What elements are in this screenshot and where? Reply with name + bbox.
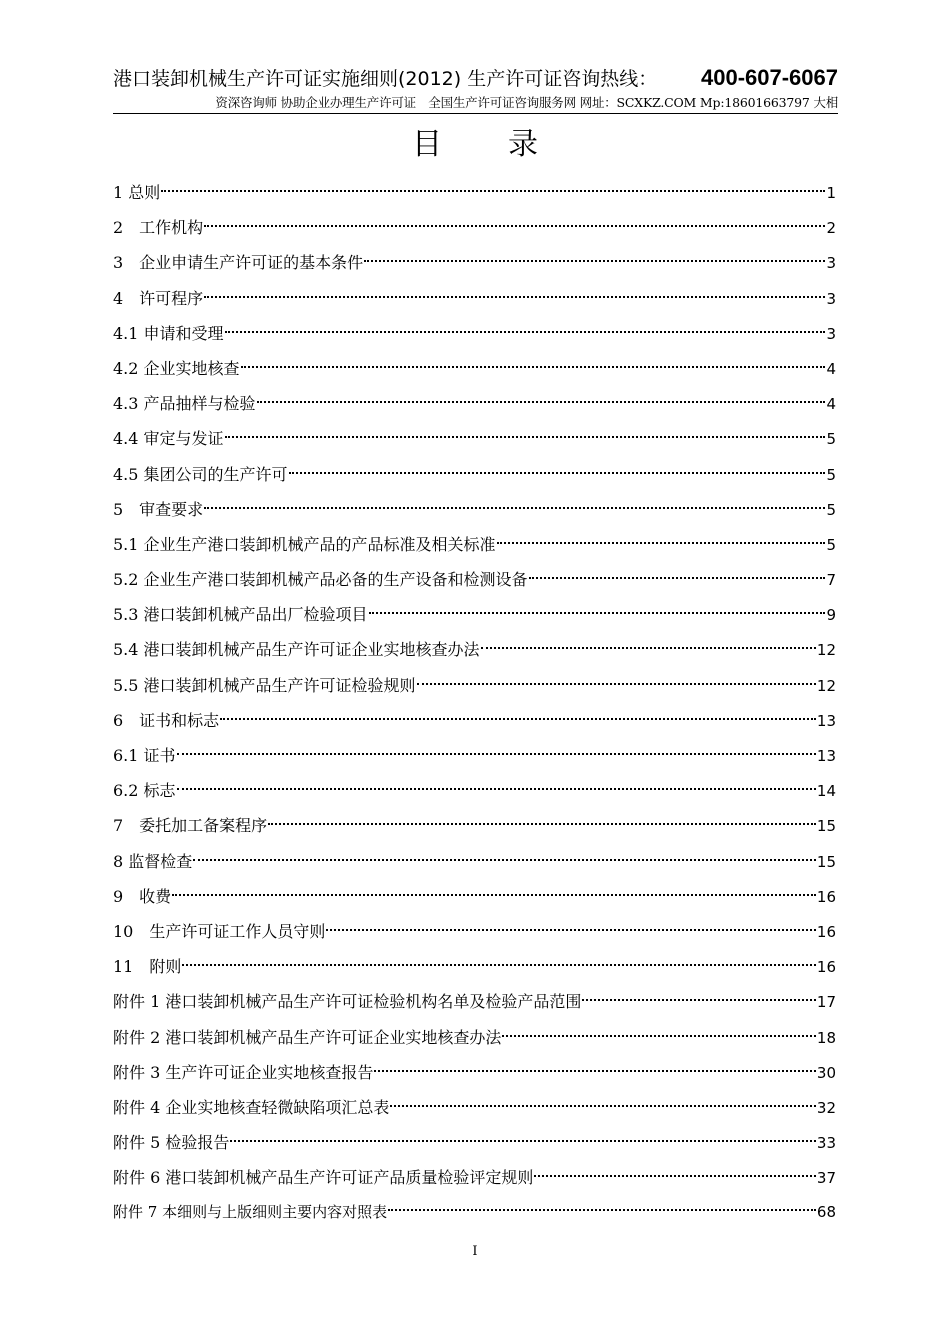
toc-entry-label: 附件 3 生产许可证企业实地核查报告 [113,1062,374,1082]
toc-dot-leader [241,366,826,368]
toc-dot-leader [177,788,816,790]
toc-entry-page: 32 [816,1098,836,1117]
toc-entry-label: 8 监督检查 [113,851,193,871]
toc-dot-leader [161,190,825,192]
toc-dot-leader [529,577,826,579]
toc-entry-label: 5.3 港口装卸机械产品出厂检验项目 [113,605,368,625]
toc-entry[interactable] [113,1195,836,1230]
toc-heading-right: 录 [508,127,538,162]
toc-entry[interactable] [113,879,836,914]
toc-entry-label: 3 企业申请生产许可证的基本条件 [113,253,364,273]
toc-entry-label: 附件 2 港口装卸机械产品生产许可证企业实地核查办法 [113,1027,502,1047]
toc-entry[interactable] [113,1020,836,1055]
toc-entry-label: 7 委托加工备案程序 [113,816,268,836]
toc-entry-label: 6 证书和标志 [113,710,220,730]
toc-entry-label: 5.1 企业生产港口装卸机械产品的产品标准及相关标准 [113,534,496,554]
toc-entry-page: 5 [826,430,836,449]
toc-entry-page: 68 [816,1203,836,1222]
toc-entry-label: 6.2 标志 [113,781,176,801]
toc-dot-leader [326,929,816,931]
toc-entry-page: 7 [826,571,836,590]
toc-entry[interactable] [113,492,836,527]
toc-entry-page: 30 [816,1063,836,1082]
toc-entry[interactable] [113,245,836,280]
toc-dot-leader [364,260,825,262]
toc-dot-leader [204,225,825,227]
toc-entry[interactable] [113,844,836,879]
toc-entry-page: 3 [826,254,836,273]
toc-entry-label: 5.4 港口装卸机械产品生产许可证企业实地核查办法 [113,640,480,660]
toc-entry[interactable] [113,773,836,808]
toc-entry-label: 2 工作机构 [113,218,204,238]
toc-entry-page: 12 [816,641,836,660]
toc-entry-label: 5.5 港口装卸机械产品生产许可证检验规则 [113,675,416,695]
toc-entry-label: 4.5 集团公司的生产许可 [113,464,288,484]
toc-entry-label: 4.4 审定与发证 [113,429,224,449]
toc-entry[interactable] [113,1055,836,1090]
toc-entry-label: 附件 4 企业实地核查轻微缺陷项汇总表 [113,1097,390,1117]
toc-entry-label: 1 总则 [113,183,161,202]
toc-dot-leader [225,436,826,438]
toc-entry-page: 4 [826,395,836,414]
header-subline: 资深咨询师 协助企业办理生产许可证 全国生产许可证咨询服务网 网址：SCXKZ.COM Mp:18601663797 大相 [215,95,838,110]
toc-entry[interactable] [113,668,836,703]
toc-entry[interactable] [113,949,836,984]
toc-dot-leader [369,612,826,614]
toc-entry-page: 12 [816,676,836,695]
toc-entry-page: 15 [816,817,836,836]
toc-heading-left: 目 [412,127,442,162]
toc-entry-page: 37 [816,1169,836,1188]
toc-entry[interactable] [113,351,836,386]
toc-heading [0,127,950,163]
toc-entry[interactable] [113,984,836,1019]
toc-dot-leader [502,1035,816,1037]
toc-entry[interactable] [113,281,836,316]
toc-entry-page: 5 [826,465,836,484]
toc-entry-page: 13 [816,747,836,765]
page-number: I [472,1244,478,1259]
toc-entry[interactable] [113,1160,836,1195]
toc-dot-leader [230,1140,816,1142]
toc-dot-leader [193,859,816,861]
toc-dot-leader [204,296,825,298]
toc-entry-label: 5.2 企业生产港口装卸机械产品必备的生产设备和检测设备 [113,570,528,590]
toc-entry-label: 11 附则 [113,957,182,977]
toc-entry-label: 5 审查要求 [113,499,204,519]
toc-entry[interactable] [113,808,836,843]
toc-entry-label: 附件 1 港口装卸机械产品生产许可证检验机构名单及检验产品范围 [113,992,582,1012]
toc-entry[interactable] [113,738,836,773]
toc-entry[interactable] [113,632,836,667]
toc-entry[interactable] [113,527,836,562]
toc-entry-label: 4 许可程序 [113,288,204,308]
toc-dot-leader [204,507,825,509]
toc-entry-page: 16 [816,887,836,906]
toc-dot-leader [390,1105,816,1107]
toc-entry-page: 14 [816,782,836,801]
toc-dot-leader [417,683,816,685]
toc-entry-page: 3 [826,289,836,308]
header-rule [113,113,838,114]
toc-dot-leader [481,647,816,649]
toc-entry[interactable] [113,562,836,597]
toc-entry-label: 10 生产许可证工作人员守则 [113,921,326,941]
toc-entry[interactable] [113,914,836,949]
toc-entry-page: 16 [816,958,836,977]
toc-entry[interactable] [113,421,836,456]
toc-entry[interactable] [113,175,836,210]
toc-entry-label: 4.3 产品抽样与检验 [113,394,256,414]
toc-entry[interactable] [113,1125,836,1160]
toc-entry-label: 附件 7 本细则与上版细则主要内容对照表 [113,1203,388,1222]
toc-dot-leader [268,823,816,825]
page-header [113,66,838,114]
toc-dot-leader [374,1070,816,1072]
toc-dot-leader [388,1209,816,1211]
toc-entry-page: 5 [826,500,836,519]
toc-dot-leader [257,401,826,403]
document-title: 港口装卸机械生产许可证实施细则(2012) 生产许可证咨询热线： [113,68,658,90]
toc-entry[interactable] [113,210,836,245]
toc-entry-page: 1 [826,184,836,202]
toc-entry-page: 3 [826,324,836,343]
toc-entry[interactable] [113,316,836,351]
toc-entry[interactable] [113,597,836,632]
toc-dot-leader [172,894,816,896]
toc-entry-page: 18 [816,1028,836,1047]
toc-entry-page: 4 [826,359,836,378]
toc-dot-leader [225,331,826,333]
toc-entry[interactable] [113,703,836,738]
toc-entry-page: 2 [826,219,836,238]
toc-entry-label: 附件 5 检验报告 [113,1133,230,1153]
toc-entry-page: 17 [816,993,836,1012]
toc-entry-page: 33 [816,1134,836,1153]
toc-entry-page: 13 [816,711,836,730]
toc-dot-leader [289,472,826,474]
hotline-number: 400-607-6067 [700,65,838,90]
toc-entry-page: 9 [826,606,836,625]
toc-entry-label: 6.1 证书 [113,746,176,765]
toc-dot-leader [177,753,816,755]
table-of-contents [113,175,836,1231]
toc-entry-label: 9 收费 [113,886,172,906]
toc-entry-page: 5 [826,535,836,554]
toc-entry-label: 4.1 申请和受理 [113,323,224,343]
toc-entry[interactable] [113,386,836,421]
toc-dot-leader [182,964,816,966]
toc-entry-page: 15 [816,852,836,871]
toc-entry[interactable] [113,457,836,492]
toc-entry[interactable] [113,1090,836,1125]
toc-entry-page: 16 [816,922,836,941]
toc-dot-leader [582,999,816,1001]
toc-entry-label: 附件 6 港口装卸机械产品生产许可证产品质量检验评定规则 [113,1168,534,1188]
toc-dot-leader [534,1175,816,1177]
toc-dot-leader [497,542,826,544]
header-title-line [113,66,838,91]
toc-dot-leader [220,718,816,720]
toc-entry-label: 4.2 企业实地核查 [113,358,240,378]
